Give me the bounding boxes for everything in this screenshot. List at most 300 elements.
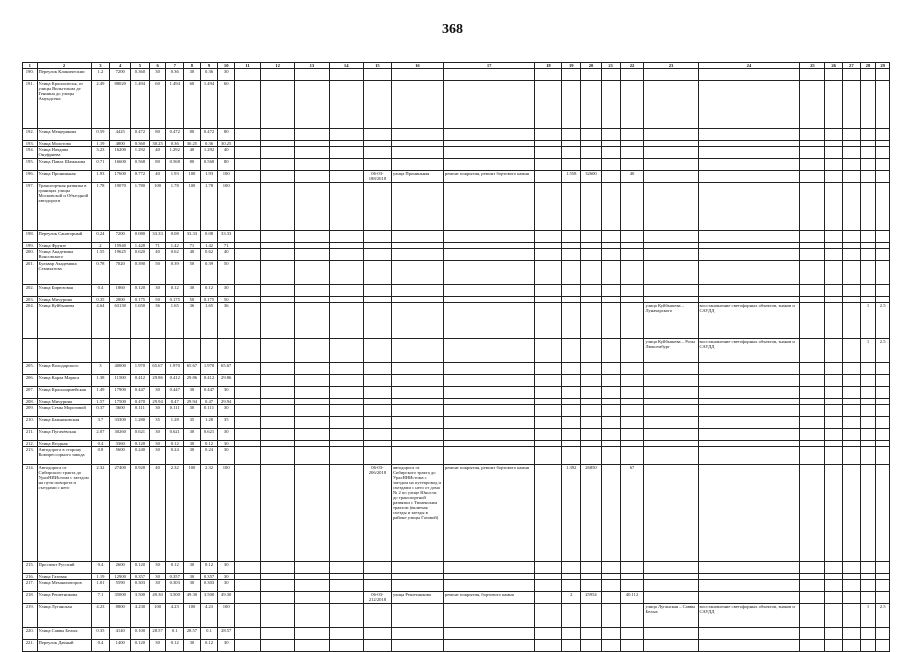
table-cell — [601, 147, 620, 159]
table-cell — [876, 147, 890, 159]
table-cell — [329, 363, 363, 375]
table-cell — [260, 147, 294, 159]
table-cell — [581, 249, 602, 261]
column-number-cell: 27 — [843, 63, 861, 69]
table-cell: восстановление светофорных объектов, знаков и САУДД — [698, 303, 800, 339]
table-cell — [391, 285, 443, 297]
table-cell — [620, 249, 644, 261]
table-cell — [644, 261, 698, 285]
table-cell: 3.23 — [91, 147, 110, 159]
table-cell — [876, 628, 890, 640]
table-cell: 30 — [218, 69, 235, 81]
table-cell — [800, 261, 825, 285]
table-row — [23, 580, 890, 592]
table-cell: 1 — [860, 339, 876, 363]
table-cell: 5600 — [110, 447, 131, 465]
table-cell: Улица Красноармейская — [37, 387, 91, 399]
table-cell — [562, 628, 581, 640]
table-cell — [825, 417, 843, 429]
table-cell — [329, 592, 363, 604]
table-cell — [363, 303, 391, 339]
table-cell: 0.390 — [131, 261, 150, 285]
table-cell: улица Куйбышева – Розы Люксембург — [644, 339, 698, 363]
table-cell — [363, 249, 391, 261]
table-cell — [184, 339, 201, 363]
table-cell — [535, 249, 562, 261]
table-cell: 80 — [184, 159, 201, 171]
table-cell — [620, 580, 644, 592]
table-cell: автодорога от Сибирского тракта до УралНИИстома с заездом на путепровод и съездами с него от дома № 2 по улице Юности до транспортной развязки с Тюменским трактом (включая съезды и заезды в районе улицы Газовой) — [391, 465, 443, 562]
table-cell — [581, 429, 602, 441]
table-cell — [329, 69, 363, 81]
table-cell — [843, 171, 861, 183]
table-cell — [581, 261, 602, 285]
table-cell — [260, 285, 294, 297]
table-cell: 0.175 — [200, 297, 218, 303]
table-cell: 30 — [149, 447, 166, 465]
table-cell: 1.78 — [91, 183, 110, 231]
table-cell — [620, 303, 644, 339]
table-cell: 30 — [218, 574, 235, 580]
table-cell: 100 — [218, 183, 235, 231]
table-cell — [698, 69, 800, 81]
table-cell — [825, 171, 843, 183]
table-cell — [644, 363, 698, 375]
table-cell — [295, 231, 329, 243]
table-cell — [843, 417, 861, 429]
table-cell — [391, 183, 443, 231]
table-cell — [800, 604, 825, 628]
table-cell — [363, 387, 391, 399]
table-cell — [23, 339, 38, 363]
table-row — [23, 81, 890, 129]
table-cell: 30 — [218, 580, 235, 592]
table-cell: 30 — [149, 574, 166, 580]
table-cell: 35 — [184, 417, 201, 429]
table-cell — [620, 628, 644, 640]
table-cell — [260, 387, 294, 399]
table-cell — [800, 405, 825, 417]
table-cell: улица Куйбышева – Луначарского — [644, 303, 698, 339]
table-cell — [601, 405, 620, 417]
table-cell — [860, 592, 876, 604]
table-cell — [825, 628, 843, 640]
table-cell — [235, 147, 261, 159]
table-cell — [235, 465, 261, 562]
table-cell: Улица Бирюзовая — [37, 285, 91, 297]
table-cell — [800, 81, 825, 129]
table-cell: 30 — [218, 285, 235, 297]
table-cell — [329, 465, 363, 562]
table-cell — [535, 69, 562, 81]
table-cell: 36 — [218, 303, 235, 339]
table-cell — [601, 604, 620, 628]
table-cell: 0.71 — [91, 159, 110, 171]
table-cell — [860, 387, 876, 399]
table-cell — [620, 604, 644, 628]
table-cell: 4.23 — [166, 604, 184, 628]
table-cell — [581, 363, 602, 375]
table-cell: 29.86 — [184, 375, 201, 387]
table-cell: 11500 — [110, 375, 131, 387]
table-cell — [644, 592, 698, 604]
table-cell — [562, 387, 581, 399]
table-cell — [295, 429, 329, 441]
table-cell — [698, 81, 800, 129]
table-cell — [601, 159, 620, 171]
table-cell — [698, 387, 800, 399]
table-cell: 0.12 — [200, 562, 218, 574]
table-cell: 0.39 — [200, 261, 218, 285]
table-cell: 0.303 — [200, 580, 218, 592]
table-cell: 06-03-206/2018 — [363, 465, 391, 562]
table-cell: 203. — [23, 297, 38, 303]
table-cell: 1.28 — [166, 417, 184, 429]
table-cell — [363, 159, 391, 171]
table-cell: 1.558 — [562, 171, 581, 183]
table-cell — [562, 375, 581, 387]
table-cell — [260, 562, 294, 574]
table-cell: 0.357 — [166, 574, 184, 580]
table-cell — [235, 562, 261, 574]
table-cell: 7200 — [110, 69, 131, 81]
table-cell: 80 — [149, 129, 166, 141]
table-cell — [363, 580, 391, 592]
table-cell: 0.12 — [200, 640, 218, 652]
table-cell — [260, 405, 294, 417]
table-cell: 0.621 — [200, 429, 218, 441]
table-cell — [329, 417, 363, 429]
table-cell — [825, 69, 843, 81]
table-cell — [329, 640, 363, 652]
table-cell — [644, 129, 698, 141]
table-cell — [825, 363, 843, 375]
table-cell — [644, 387, 698, 399]
table-cell: 1.55 — [91, 249, 110, 261]
table-cell: 205. — [23, 363, 38, 375]
table-cell — [876, 69, 890, 81]
table-cell: 2.32 — [200, 465, 218, 562]
table-cell — [644, 147, 698, 159]
table-cell — [843, 339, 861, 363]
table-cell: 0.080 — [131, 231, 150, 243]
table-row — [23, 628, 890, 640]
table-cell: Улица Луганская — [37, 604, 91, 628]
table-cell: 1.93 — [200, 171, 218, 183]
table-cell — [860, 129, 876, 141]
table-cell — [235, 303, 261, 339]
table-cell — [295, 405, 329, 417]
table-cell — [876, 592, 890, 604]
table-cell — [876, 580, 890, 592]
table-cell — [601, 231, 620, 243]
table-cell — [581, 628, 602, 640]
table-cell: 4.23 — [91, 604, 110, 628]
table-cell — [562, 183, 581, 231]
table-cell — [581, 604, 602, 628]
table-cell: 0.175 — [131, 297, 150, 303]
table-cell — [581, 81, 602, 129]
table-cell: 30 — [184, 562, 201, 574]
table-cell — [644, 429, 698, 441]
table-cell — [535, 81, 562, 129]
table-cell — [235, 171, 261, 183]
table-cell: 7200 — [110, 231, 131, 243]
table-cell: 49.30 — [149, 592, 166, 604]
table-cell: Переулок Дачный — [37, 640, 91, 652]
table-cell: 0.175 — [166, 297, 184, 303]
table-cell: 0.620 — [131, 249, 150, 261]
table-cell — [800, 231, 825, 243]
table-cell: 1.494 — [131, 81, 150, 129]
column-number-cell: 26 — [825, 63, 843, 69]
table-cell: Улица Ягодная — [37, 441, 91, 447]
table-cell: 196. — [23, 171, 38, 183]
table-cell: 1.780 — [131, 183, 150, 231]
table-cell: 4425 — [110, 129, 131, 141]
table-cell — [329, 81, 363, 129]
table-cell — [620, 81, 644, 129]
table-cell — [800, 147, 825, 159]
table-cell — [535, 417, 562, 429]
table-cell: 71 — [218, 243, 235, 249]
table-cell — [363, 285, 391, 297]
table-cell — [562, 261, 581, 285]
table-cell — [860, 183, 876, 231]
table-cell: 35000 — [110, 592, 131, 604]
table-cell — [800, 429, 825, 441]
table-cell — [260, 375, 294, 387]
table-cell — [581, 231, 602, 243]
table-cell — [443, 375, 534, 387]
table-cell — [800, 592, 825, 604]
table-cell: 0.360 — [131, 69, 150, 81]
table-cell: 28.57 — [218, 628, 235, 640]
table-cell — [295, 303, 329, 339]
table-cell — [391, 375, 443, 387]
table-cell: 4140 — [110, 628, 131, 640]
table-cell — [363, 628, 391, 640]
table-cell: улица Прониньная — [391, 171, 443, 183]
table-cell: ремонт покрытия, ремонт бортового камня — [443, 171, 534, 183]
table-cell — [562, 159, 581, 171]
table-cell — [800, 447, 825, 465]
table-cell — [601, 363, 620, 375]
table-cell — [620, 69, 644, 81]
table-cell — [295, 387, 329, 399]
table-cell — [535, 465, 562, 562]
table-cell: 195. — [23, 159, 38, 171]
column-number-cell: 28 — [860, 63, 876, 69]
table-cell: 100 — [218, 171, 235, 183]
table-cell — [535, 592, 562, 604]
table-cell — [860, 628, 876, 640]
table-cell — [562, 447, 581, 465]
table-cell — [443, 429, 534, 441]
table-cell: 30 — [184, 69, 201, 81]
table-cell — [149, 339, 166, 363]
table-cell: 4.64 — [91, 303, 110, 339]
table-cell — [91, 339, 110, 363]
table-cell — [562, 303, 581, 339]
table-cell — [644, 159, 698, 171]
column-number-cell: 13 — [295, 63, 329, 69]
table-cell: 30 — [149, 387, 166, 399]
table-cell — [391, 339, 443, 363]
table-cell: 1.57 — [91, 399, 110, 405]
table-cell: восстановление светофорных объектов, знаков и САУДД — [698, 604, 800, 628]
table-cell — [562, 285, 581, 297]
table-cell: 28.57 — [149, 628, 166, 640]
table-cell — [329, 562, 363, 574]
table-cell: 06-03-188/2018 — [363, 171, 391, 183]
column-number-cell: 3 — [91, 63, 110, 69]
table-cell — [260, 640, 294, 652]
table-cell — [295, 640, 329, 652]
table-cell — [562, 363, 581, 375]
table-cell — [391, 417, 443, 429]
table-cell — [363, 405, 391, 417]
table-cell: 60 — [184, 81, 201, 129]
table-cell — [800, 580, 825, 592]
table-cell — [876, 417, 890, 429]
table-cell: 0.360 — [131, 141, 150, 147]
table-cell — [535, 183, 562, 231]
column-number-cell: 18 — [535, 63, 562, 69]
table-cell — [800, 417, 825, 429]
table-cell — [562, 339, 581, 363]
table-cell: 198. — [23, 231, 38, 243]
table-cell: 65.67 — [218, 363, 235, 375]
table-cell — [363, 183, 391, 231]
table-cell — [601, 592, 620, 604]
table-cell: 17900 — [110, 387, 131, 399]
table-cell: 207. — [23, 387, 38, 399]
table-cell — [620, 147, 644, 159]
table-cell: 40 — [218, 249, 235, 261]
table-cell — [329, 249, 363, 261]
column-number-cell: 6 — [149, 63, 166, 69]
table-cell — [860, 465, 876, 562]
table-cell: 19070 — [110, 183, 131, 231]
table-cell: 210. — [23, 417, 38, 429]
table-cell: 0.24 — [166, 447, 184, 465]
table-cell: 40.112 — [620, 592, 644, 604]
table-cell: Переулок Санаторный — [37, 231, 91, 243]
table-cell — [295, 417, 329, 429]
table-cell: 219. — [23, 604, 38, 628]
table-cell — [295, 159, 329, 171]
table-cell — [235, 592, 261, 604]
table-cell — [860, 249, 876, 261]
table-cell — [295, 183, 329, 231]
table-cell: 2.5 — [876, 339, 890, 363]
table-cell: 0.08 — [166, 231, 184, 243]
table-cell — [235, 363, 261, 375]
table-cell — [535, 405, 562, 417]
table-cell: 30 — [218, 405, 235, 417]
table-cell: 30 — [218, 429, 235, 441]
table-cell — [581, 562, 602, 574]
table-cell — [860, 261, 876, 285]
table-cell — [260, 171, 294, 183]
table-cell: 0.12 — [200, 441, 218, 447]
table-cell — [698, 129, 800, 141]
table-row — [23, 231, 890, 243]
table-cell: 33.33 — [218, 231, 235, 243]
table-cell — [800, 159, 825, 171]
table-cell: 2 — [562, 592, 581, 604]
table-cell: Улица Решетникова — [37, 592, 91, 604]
table-cell: 3.500 — [166, 592, 184, 604]
table-cell: 0.568 — [166, 159, 184, 171]
table-cell: 3.500 — [200, 592, 218, 604]
table-cell — [260, 183, 294, 231]
column-number-cell: 25 — [800, 63, 825, 69]
table-cell — [644, 562, 698, 574]
table-cell — [800, 465, 825, 562]
table-cell — [562, 562, 581, 574]
table-cell — [843, 562, 861, 574]
column-number-cell: 7 — [166, 63, 184, 69]
table-cell — [295, 129, 329, 141]
table-cell — [535, 363, 562, 375]
table-cell — [260, 592, 294, 604]
table-cell: 27400 — [110, 465, 131, 562]
table-cell — [391, 640, 443, 652]
table-cell — [363, 81, 391, 129]
table-cell: 80 — [218, 129, 235, 141]
table-cell: 7.1 — [91, 592, 110, 604]
table-cell: Улица Прониньная — [37, 171, 91, 183]
table-cell — [620, 447, 644, 465]
table-cell — [260, 429, 294, 441]
table-cell — [800, 375, 825, 387]
table-cell — [535, 261, 562, 285]
table-cell — [535, 339, 562, 363]
table-cell — [329, 339, 363, 363]
table-cell: 2600 — [110, 562, 131, 574]
table-cell — [535, 147, 562, 159]
table-cell — [260, 261, 294, 285]
table-cell: 1.65 — [166, 303, 184, 339]
table-cell — [443, 387, 534, 399]
table-cell: 16600 — [110, 159, 131, 171]
table-cell: 30 — [149, 562, 166, 574]
table-cell: 218. — [23, 592, 38, 604]
table-cell — [363, 339, 391, 363]
table-cell — [825, 159, 843, 171]
table-row — [23, 69, 890, 81]
table-cell: 0.37 — [91, 405, 110, 417]
table-cell — [329, 303, 363, 339]
table-cell: 4.23 — [200, 604, 218, 628]
table-cell — [620, 159, 644, 171]
table-cell: 4800 — [110, 141, 131, 147]
table-cell — [860, 231, 876, 243]
table-cell — [295, 339, 329, 363]
table-cell — [800, 249, 825, 261]
table-cell: 197. — [23, 183, 38, 231]
table-cell: 2800 — [110, 297, 131, 303]
table-cell: 0.412 — [200, 375, 218, 387]
table-cell — [329, 159, 363, 171]
table-cell — [860, 69, 876, 81]
table-cell: Улица Саввы Белых — [37, 628, 91, 640]
table-cell — [443, 147, 534, 159]
table-cell — [860, 363, 876, 375]
table-cell — [698, 231, 800, 243]
